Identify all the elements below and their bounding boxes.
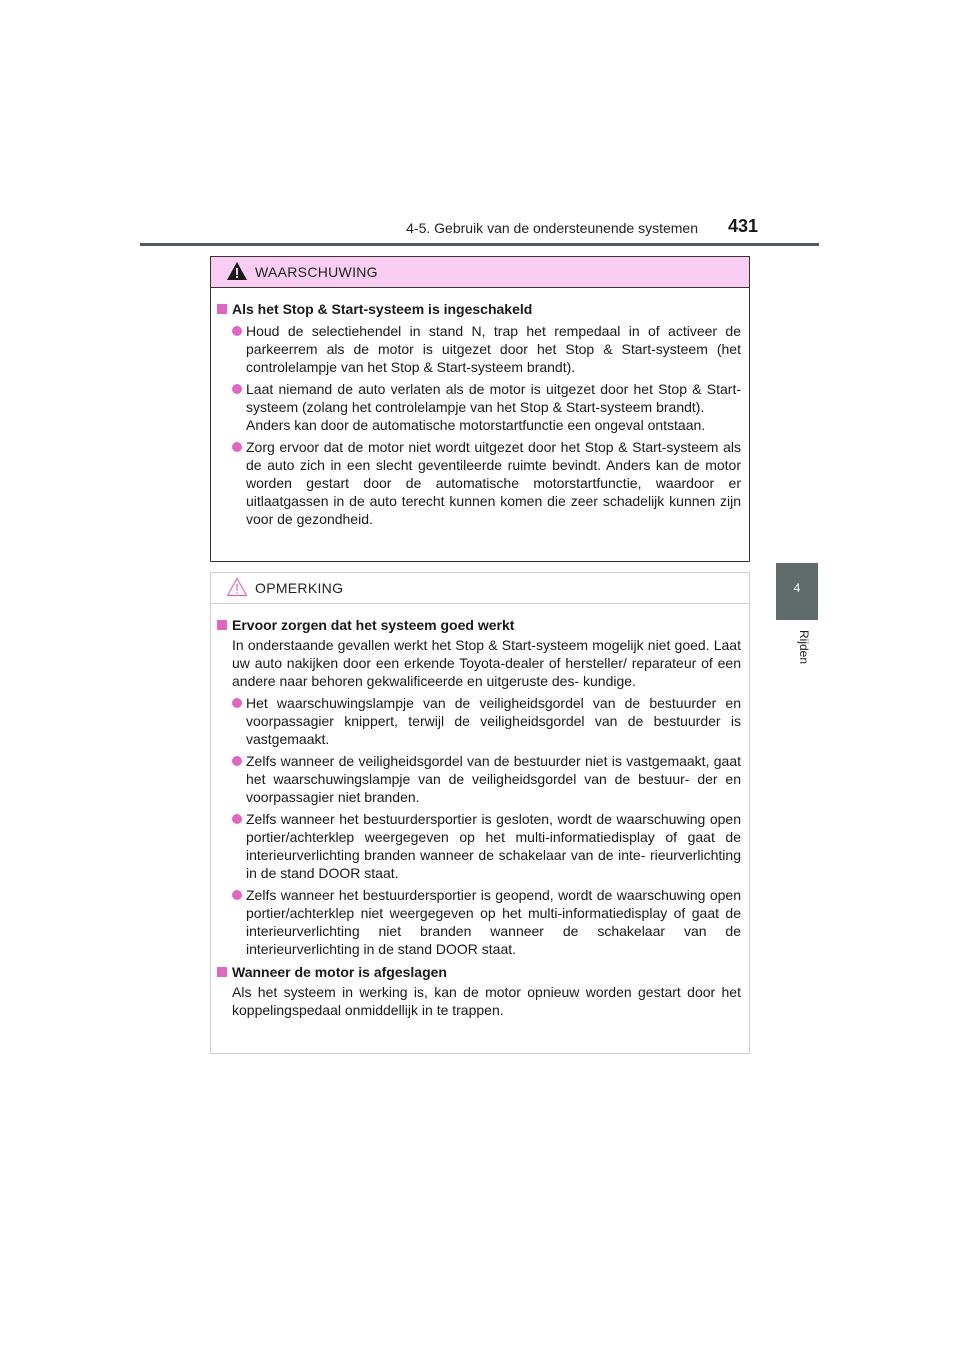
- square-bullet-icon: [217, 967, 227, 977]
- list-item: Zorg ervoor dat de motor niet wordt uitgezet door het Stop & Start-systeem als de auto zich in een slecht geventileerde ruimte bevindt. Anders kan de motor worden gestart door de automatische motorstartfunctie, waardoor er uitlaatgassen in de auto terecht kunnen komen die zeer schadelijk kunnen zijn voor de gezondheid.: [215, 438, 743, 528]
- square-bullet-icon: [217, 620, 227, 630]
- note-intro: In onderstaande gevallen werkt het Stop & Start-systeem mogelijk niet goed. Laat uw auto nakijken door een erkende Toyota-dealer of hersteller/ reparateur of een andere naar behoren gekwalificeerde en uitgeruste des- kundige.: [232, 637, 741, 689]
- warning-section-title: Als het Stop & Start-systeem is ingeschakeld: [215, 300, 743, 318]
- list-item: Laat niemand de auto verlaten als de motor is uitgezet door het Stop & Start-systeem (zolang het controlelampje van het Stop & Start-systeem brandt). Anders kan door de automatische motorstartfunctie een ongeval ontstaan.: [215, 380, 743, 434]
- note-label: OPMERKING: [255, 580, 344, 596]
- square-bullet-icon: [217, 304, 227, 314]
- note-content: [211, 604, 749, 1019]
- list-item: Het waarschuwingslampje van de veiligheidsgordel van de bestuurder en voorpassagier knippert, terwijl de veiligheidsgordel van de bestuurder is vastgemaakt.: [215, 694, 743, 748]
- caution-triangle-icon: [226, 577, 248, 597]
- chapter-number: 4: [793, 581, 801, 595]
- warning-triangle-icon: [226, 261, 248, 281]
- list-item: Zelfs wanneer het bestuurdersportier is gesloten, wordt de waarschuwing open portier/achterklep weergegeven op het multi-informatiedisplay of gaat de interieurverlichting branden wanneer de schakelaar van de inte- rieurverlichting in de stand DOOR staat.: [215, 810, 743, 882]
- note-box: [210, 572, 750, 1054]
- list-item: Zelfs wanneer het bestuurdersportier is geopend, wordt de waarschuwing open portier/achterklep niet weergegeven op het multi-informatiedisplay of gaat de interieurverlichting niet branden wanneer de schakelaar van de interieurverlichting in de stand DOOR staat.: [215, 886, 743, 958]
- warning-content: [211, 288, 749, 528]
- warning-header: [211, 257, 749, 288]
- round-bullet-icon: [232, 698, 242, 708]
- note-paragraph: Als het systeem in werking is, kan de motor opnieuw worden gestart door het koppelingspedaal onmiddellijk in te trappen.: [232, 984, 741, 1018]
- page-number: 431: [728, 216, 759, 236]
- round-bullet-icon: [232, 890, 242, 900]
- round-bullet-icon: [232, 756, 242, 766]
- round-bullet-icon: [232, 326, 242, 336]
- list-item: Houd de selectiehendel in stand N, trap het rempedaal in of activeer de parkeerrem als de motor is uitgezet door het Stop & Start-systeem (het controlelampje van het Stop & Start-systeem brandt).: [215, 322, 743, 376]
- chapter-label: Rijden: [797, 630, 811, 665]
- running-header: 4-5. Gebruik van de ondersteunende systemen: [406, 220, 698, 236]
- warning-box: [210, 256, 750, 562]
- round-bullet-icon: [232, 442, 242, 452]
- header-rule: [140, 243, 819, 246]
- warning-label: WAARSCHUWING: [255, 264, 378, 280]
- list-item: Zelfs wanneer de veiligheidsgordel van de bestuurder niet is vastgemaakt, gaat het waarschuwingslampje van de veiligheidsgordel van de bestuur- der en voorpassagier niet branden.: [215, 752, 743, 806]
- note-section-title: Ervoor zorgen dat het systeem goed werkt: [215, 616, 743, 634]
- chapter-tab: [776, 563, 818, 620]
- note-header: [211, 573, 749, 604]
- note-section-title: Wanneer de motor is afgeslagen: [215, 963, 743, 981]
- list-item-extra: Anders kan door de automatische motorstartfunctie een ongeval ontstaan.: [246, 417, 706, 433]
- round-bullet-icon: [232, 814, 242, 824]
- round-bullet-icon: [232, 384, 242, 394]
